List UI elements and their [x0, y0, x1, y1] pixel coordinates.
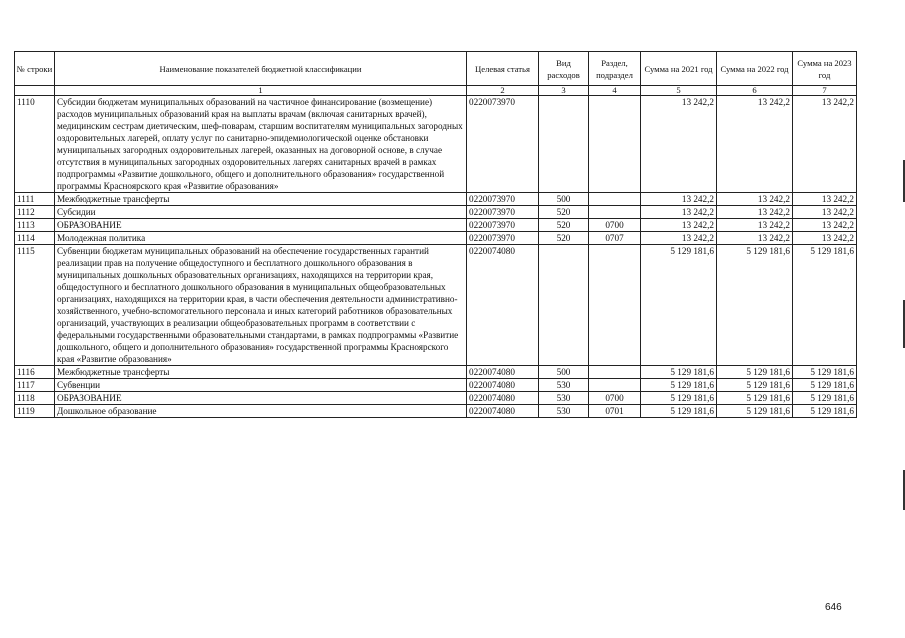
- sum-2023: 13 242,2: [793, 206, 857, 219]
- indicator-name: Межбюджетные трансферты: [55, 366, 467, 379]
- sum-2021: 5 129 181,6: [641, 379, 717, 392]
- column-number: [15, 86, 55, 96]
- header-row: [15, 52, 857, 86]
- table-row: [15, 219, 857, 232]
- indicator-name: Субсидии: [55, 206, 467, 219]
- target-article: 0220074080: [467, 392, 539, 405]
- header-indicator-name: Наименование показателей бюджетной классификации: [55, 52, 467, 86]
- table-row: [15, 245, 857, 366]
- indicator-name: Межбюджетные трансферты: [55, 193, 467, 206]
- section-code: [589, 379, 641, 392]
- row-number: 1119: [15, 405, 55, 418]
- header-expense-type: Вид расходов: [539, 52, 589, 86]
- table-body: [15, 96, 857, 418]
- indicator-name: Субвенции: [55, 379, 467, 392]
- sum-2022: 13 242,2: [717, 96, 793, 193]
- row-number: 1112: [15, 206, 55, 219]
- column-number: 7: [793, 86, 857, 96]
- section-code: [589, 366, 641, 379]
- table-row: [15, 206, 857, 219]
- target-article: 0220073970: [467, 232, 539, 245]
- expense-type: 500: [539, 366, 589, 379]
- sum-2023: 5 129 181,6: [793, 379, 857, 392]
- sum-2023: 13 242,2: [793, 193, 857, 206]
- table-row: [15, 392, 857, 405]
- header-sum-2022: Сумма на 2022 год: [717, 52, 793, 86]
- section-code: [589, 96, 641, 193]
- expense-type: 520: [539, 219, 589, 232]
- sum-2021: 13 242,2: [641, 206, 717, 219]
- budget-table: [14, 51, 857, 418]
- sum-2022: 5 129 181,6: [717, 379, 793, 392]
- sum-2021: 13 242,2: [641, 193, 717, 206]
- section-code: 0707: [589, 232, 641, 245]
- target-article: 0220073970: [467, 219, 539, 232]
- sum-2023: 13 242,2: [793, 96, 857, 193]
- expense-type: [539, 96, 589, 193]
- column-number-row: [15, 86, 857, 96]
- target-article: 0220073970: [467, 206, 539, 219]
- row-number: 1114: [15, 232, 55, 245]
- row-number: 1111: [15, 193, 55, 206]
- sum-2021: 5 129 181,6: [641, 392, 717, 405]
- expense-type: 530: [539, 392, 589, 405]
- section-code: [589, 193, 641, 206]
- header-sum-2023: Сумма на 2023 год: [793, 52, 857, 86]
- expense-type: 520: [539, 232, 589, 245]
- column-number: 4: [589, 86, 641, 96]
- target-article: 0220074080: [467, 366, 539, 379]
- section-code: 0700: [589, 219, 641, 232]
- expense-type: 500: [539, 193, 589, 206]
- table-row: [15, 379, 857, 392]
- sum-2022: 13 242,2: [717, 206, 793, 219]
- header-row-number: № строки: [15, 52, 55, 86]
- sum-2021: 13 242,2: [641, 232, 717, 245]
- indicator-name: Субсидии бюджетам муниципальных образований на частичное финансирование (возмещение) расходов муниципальных образований края на выплаты врачам (включая санитарных врачей), медицинским сестрам диетическим, шеф-поварам, старшим воспитателям муниципальных загородных оздоровительных лагерей, оплату услуг по санитарно-эпидемиологической оценке обстановки муниципальных загородных оздоровительных лагерей, оказанных на договорной основе, в случае отсутствия в муниципальных загородных оздоровительных лагерях санитарных врачей в рамках подпрограммы «Развитие дошкольного, общего и дополнительного образования» государственной программы Красноярского края «Развитие образования»: [55, 96, 467, 193]
- sum-2023: 5 129 181,6: [793, 405, 857, 418]
- sum-2022: 13 242,2: [717, 193, 793, 206]
- table-row: [15, 232, 857, 245]
- expense-type: 520: [539, 206, 589, 219]
- expense-type: 530: [539, 379, 589, 392]
- indicator-name: Молодежная политика: [55, 232, 467, 245]
- section-code: [589, 206, 641, 219]
- sum-2023: 13 242,2: [793, 232, 857, 245]
- sum-2021: 13 242,2: [641, 96, 717, 193]
- row-number: 1117: [15, 379, 55, 392]
- column-number: 1: [55, 86, 467, 96]
- sum-2021: 13 242,2: [641, 219, 717, 232]
- target-article: 0220074080: [467, 245, 539, 366]
- indicator-name: ОБРАЗОВАНИЕ: [55, 392, 467, 405]
- header-sum-2021: Сумма на 2021 год: [641, 52, 717, 86]
- sum-2022: 5 129 181,6: [717, 405, 793, 418]
- sum-2023: 13 242,2: [793, 219, 857, 232]
- column-number: 6: [717, 86, 793, 96]
- page-number: 646: [825, 602, 842, 613]
- table-row: [15, 96, 857, 193]
- table-row: [15, 366, 857, 379]
- indicator-name: Дошкольное образование: [55, 405, 467, 418]
- row-number: 1118: [15, 392, 55, 405]
- sum-2023: 5 129 181,6: [793, 392, 857, 405]
- row-number: 1115: [15, 245, 55, 366]
- table-row: [15, 405, 857, 418]
- target-article: 0220073970: [467, 193, 539, 206]
- header-section: Раздел, подраздел: [589, 52, 641, 86]
- indicator-name: ОБРАЗОВАНИЕ: [55, 219, 467, 232]
- header-target-article: Целевая статья: [467, 52, 539, 86]
- column-number: 2: [467, 86, 539, 96]
- section-code: [589, 245, 641, 366]
- sum-2022: 13 242,2: [717, 232, 793, 245]
- sum-2023: 5 129 181,6: [793, 366, 857, 379]
- target-article: 0220074080: [467, 405, 539, 418]
- sum-2021: 5 129 181,6: [641, 245, 717, 366]
- column-number: 3: [539, 86, 589, 96]
- sum-2021: 5 129 181,6: [641, 366, 717, 379]
- column-number: 5: [641, 86, 717, 96]
- sum-2022: 13 242,2: [717, 219, 793, 232]
- sum-2021: 5 129 181,6: [641, 405, 717, 418]
- expense-type: 530: [539, 405, 589, 418]
- indicator-name: Субвенции бюджетам муниципальных образований на обеспечение государственных гарантий реализации прав на получение общедоступного и бесплатного дошкольного образования в муниципальных дошкольных образовательных организациях, находящихся на территории края, общедоступного и бесплатного дошкольного образования в муниципальных общеобразовательных организациях, находящихся на территории края, в части обеспечения деятельности административно-хозяйственного, учебно-вспомогательного персонала и иных категорий работников образовательных организаций, участвующих в реализации общеобразовательных программ в соответствии с федеральными государственными образовательными стандартами, в рамках подпрограммы «Развитие дошкольного, общего и дополнительного образования» государственной программы Красноярского края «Развитие образования»: [55, 245, 467, 366]
- sum-2022: 5 129 181,6: [717, 366, 793, 379]
- table-row: [15, 193, 857, 206]
- expense-type: [539, 245, 589, 366]
- sum-2022: 5 129 181,6: [717, 245, 793, 366]
- row-number: 1113: [15, 219, 55, 232]
- sum-2022: 5 129 181,6: [717, 392, 793, 405]
- section-code: 0701: [589, 405, 641, 418]
- row-number: 1110: [15, 96, 55, 193]
- sum-2023: 5 129 181,6: [793, 245, 857, 366]
- target-article: 0220074080: [467, 379, 539, 392]
- row-number: 1116: [15, 366, 55, 379]
- section-code: 0700: [589, 392, 641, 405]
- target-article: 0220073970: [467, 96, 539, 193]
